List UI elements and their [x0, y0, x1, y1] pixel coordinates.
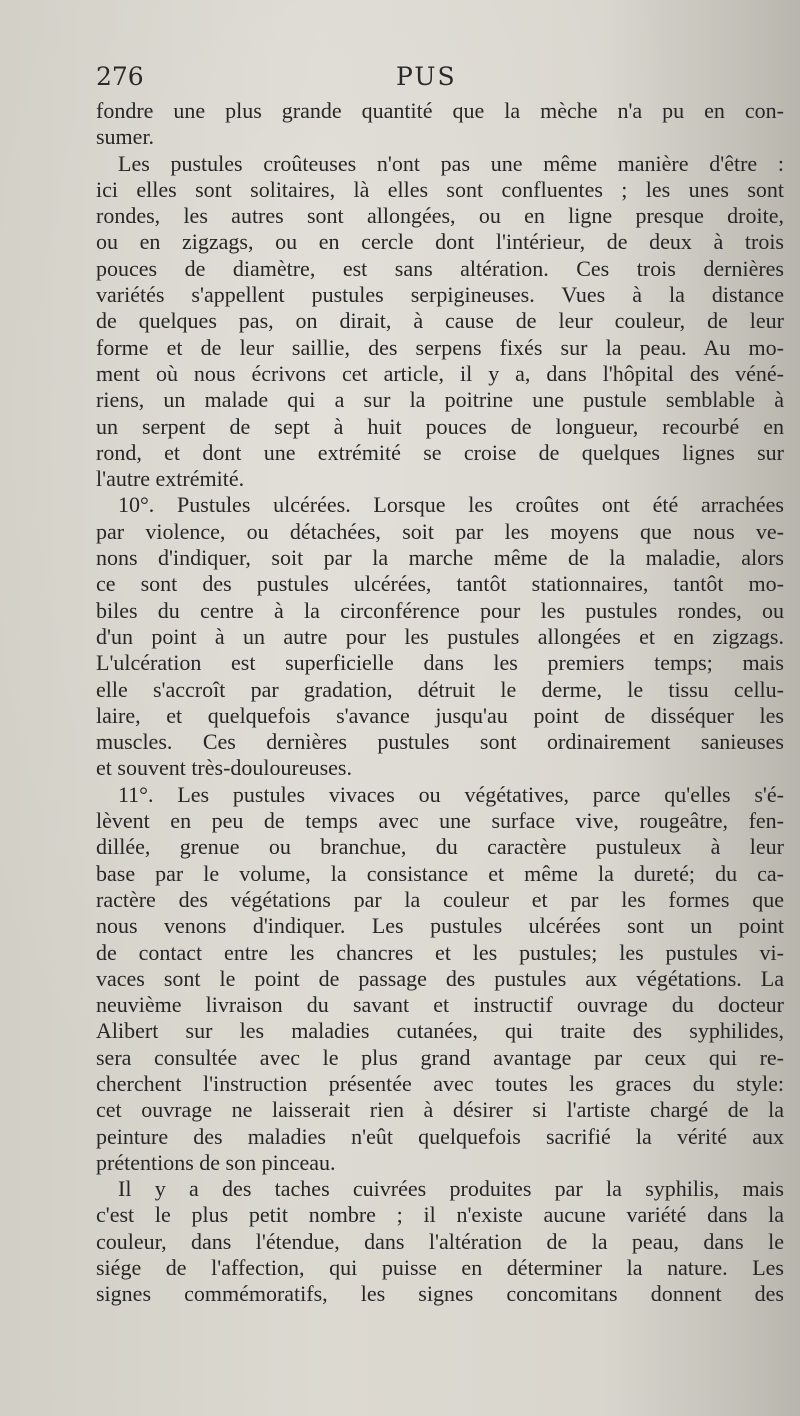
text-line: rondes, les autres sont allongées, ou en ligne presque droite, [96, 203, 784, 229]
text-line: ici elles sont solitaires, là elles sont confluentes ; les unes sont [96, 176, 784, 202]
page-header [96, 62, 776, 98]
page-number: 276 [96, 62, 144, 91]
text-line: prétentions de son pinceau. [96, 1149, 336, 1175]
text-line: elle s'accroît par gradation, détruit le derme, le tissu cellu- [96, 676, 784, 702]
text-line: de quelques pas, on dirait, à cause de leur couleur, de leur [96, 308, 784, 334]
text-line: couleur, dans l'étendue, dans l'altération de la peau, dans le [96, 1228, 784, 1254]
text-line: d'un point à un autre pour les pustules allongées et en zigzags. [96, 623, 784, 649]
text-line: neuvième livraison du savant et instructif ouvrage du docteur [96, 992, 784, 1018]
text-line: un serpent de sept à huit pouces de longueur, recourbé en [96, 413, 784, 439]
text-line: rond, et dont une extrémité se croise de quelques lignes sur [96, 439, 784, 465]
text-line: vaces sont le point de passage des pustules aux végétations. La [96, 965, 784, 991]
text-line: fondre une plus grande quantité que la mèche n'a pu en con- [96, 98, 784, 123]
text-line: dillée, grenue ou branchue, du caractère pustuleux à leur [96, 834, 784, 860]
text-line: et souvent très-douloureuses. [96, 755, 352, 781]
text-line: signes commémoratifs, les signes concomitans donnent des [96, 1281, 784, 1307]
text-line: ou en zigzags, ou en cercle dont l'intérieur, de deux à trois [96, 229, 784, 255]
paragraph [96, 98, 784, 151]
text-line: base par le volume, la consistance et même la dureté; du ca- [96, 860, 784, 886]
text-line: nons d'indiquer, soit par la marche même de la maladie, alors [96, 545, 784, 571]
paragraph [96, 1176, 784, 1307]
text-line: cet ouvrage ne laisserait rien à désirer si l'artiste chargé de la [96, 1097, 784, 1123]
text-line: lèvent en peu de temps avec une surface vive, rougeâtre, fen- [96, 808, 784, 834]
paragraph [96, 492, 784, 781]
text-line: par violence, ou détachées, soit par les moyens que nous ve- [96, 518, 784, 544]
text-line: ractère des végétations par la couleur et par les formes que [96, 886, 784, 912]
text-line: 10°. Pustules ulcérées. Lorsque les croûtes ont été arrachées [118, 492, 784, 518]
text-line: riens, un malade qui a sur la poitrine une pustule semblable à [96, 387, 784, 413]
text-line: ment où nous écrivons cet article, il y a, dans l'hôpital des véné- [96, 360, 784, 386]
text-line: Alibert sur les maladies cutanées, qui traite des syphilides, [96, 1018, 784, 1044]
text-line: 11°. Les pustules vivaces ou végétatives, parce qu'elles s'é- [118, 781, 784, 807]
text-line: L'ulcération est superficielle dans les premiers temps; mais [96, 650, 784, 676]
text-line: cherchent l'instruction présentée avec toutes les graces du style: [96, 1070, 784, 1096]
text-line: forme et de leur saillie, des serpens fixés sur la peau. Au mo- [96, 334, 784, 360]
text-line: laire, et quelquefois s'avance jusqu'au point de disséquer les [96, 702, 784, 728]
text-line: muscles. Ces dernières pustules sont ordinairement sanieuses [96, 729, 784, 755]
running-head: PUS [396, 62, 457, 91]
text-line: Les pustules croûteuses n'ont pas une même manière d'être : [118, 150, 784, 176]
text-line: c'est le plus petit nombre ; il n'existe aucune variété dans la [96, 1202, 784, 1228]
text-line: de contact entre les chancres et les pustules; les pustules vi- [96, 939, 784, 965]
paragraph [96, 782, 784, 1176]
body-text [96, 98, 784, 1308]
paragraph [96, 151, 784, 493]
text-line: biles du centre à la circonférence pour les pustules rondes, ou [96, 597, 784, 623]
text-line: sera consultée avec le plus grand avantage par ceux qui re- [96, 1044, 784, 1070]
text-line: l'autre extrémité. [96, 466, 245, 492]
text-line: sumer. [96, 124, 155, 150]
text-line: siége de l'affection, qui puisse en déterminer la nature. Les [96, 1255, 784, 1281]
text-line: Il y a des taches cuivrées produites par la syphilis, mais [118, 1176, 784, 1202]
text-line: nous venons d'indiquer. Les pustules ulcérées sont un point [96, 913, 784, 939]
text-line: peinture des maladies n'eût quelquefois sacrifié la vérité aux [96, 1123, 784, 1149]
text-line: variétés s'appellent pustules serpigineuses. Vues à la distance [96, 282, 784, 308]
text-line: pouces de diamètre, est sans altération. Ces trois dernières [96, 255, 784, 281]
text-line: ce sont des pustules ulcérées, tantôt stationnaires, tantôt mo- [96, 571, 784, 597]
